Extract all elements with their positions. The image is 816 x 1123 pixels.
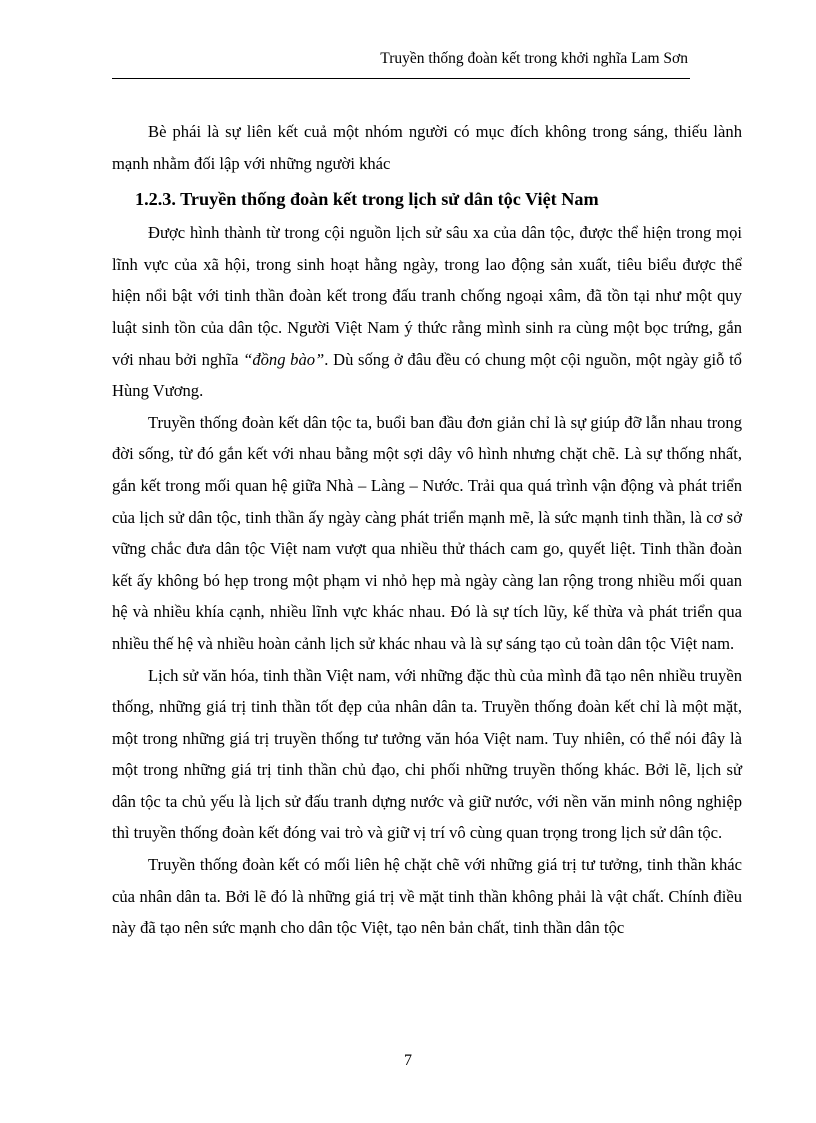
quoted-term: “đồng bào” [243, 349, 325, 369]
document-body [112, 116, 742, 944]
section-heading: 1.2.3. Truyền thống đoàn kết trong lịch sử dân tộc Việt Nam [135, 189, 599, 210]
page-number: 7 [404, 1052, 412, 1069]
header-rule [112, 78, 690, 79]
paragraph-text: Được hình thành từ trong cội nguồn lịch sử sâu xa của dân tộc, được thể hiện trong mọi lĩnh vực của xã hội, trong sinh hoạt hằng ngày, trong lao động sản xuất, tiêu biểu được thể hiện nổi bật với tinh thần đoàn kết trong đấu tranh chống ngoại xâm, đã tồn tại như một quy luật sinh tồn của dân tộc. Người Việt Nam ý thức rằng mình sinh ra cùng một bọc trứng, gắn với nhau bởi nghĩa [112, 223, 742, 369]
running-title: Truyền thống đoàn kết trong khởi nghĩa Lam Sơn [380, 50, 688, 67]
paragraph [112, 217, 742, 407]
paragraph: Lịch sử văn hóa, tinh thần Việt nam, với những đặc thù của mình đã tạo nên nhiều truyền thống, những giá trị tinh thần tốt đẹp của nhân dân ta. Truyền thống đoàn kết chỉ là một mặt, một trong những giá trị truyền thống tư tưởng văn hóa Việt nam. Tuy nhiên, có thể nói đây là một trong những giá trị tinh thần chủ đạo, chi phối những truyền thống khác. Bởi lẽ, lịch sử dân tộc ta chủ yếu là lịch sử đấu tranh dựng nước và giữ nước, với nền văn minh nông nghiệp thì truyền thống đoàn kết đóng vai trò và giữ vị trí vô cùng quan trọng trong lịch sử dân tộc. [112, 665, 742, 843]
paragraph: Truyền thống đoàn kết dân tộc ta, buổi ban đầu đơn giản chỉ là sự giúp đỡ lẫn nhau trong đời sống, từ đó gắn kết với nhau bằng một sợi dây vô hình nhưng chặt chẽ. Là sự thống nhất, gắn kết trong mối quan hệ giữa Nhà – Làng – Nước. Trải qua quá trình vận động và phát triển của lịch sử dân tộc, tinh thần ấy ngày càng phát triển mạnh mẽ, là sức mạnh tinh thần, là cơ sở vững chắc đưa dân tộc Việt nam vượt qua nhiều thử thách cam go, quyết liệt. Tinh thần đoàn kết ấy không bó hẹp trong một phạm vi nhỏ hẹp mà ngày càng lan rộng trong nhiều mối quan hệ và nhiều khía cạnh, nhiều lĩnh vực khác nhau. Đó là sự tích lũy, kế thừa và phát triển qua nhiều thế hệ và nhiều hoàn cảnh lịch sử khác nhau và là sự sáng tạo củ toàn dân tộc Việt nam. [112, 412, 742, 653]
paragraph: Bè phái là sự liên kết cuả một nhóm người có mục đích không trong sáng, thiếu lành mạnh nhằm đối lập với những người khác [112, 122, 742, 173]
paragraph: Truyền thống đoàn kết có mối liên hệ chặt chẽ với những giá trị tư tưởng, tinh thần khác của nhân dân ta. Bởi lẽ đó là những giá trị về mặt tinh thần không phải là vật chất. Chính điều này đã tạo nên sức mạnh cho dân tộc Việt, tạo nên bản chất, tinh thần dân tộc [112, 855, 742, 938]
paragraph-text: . Dù sống ở đâu đều có chung một cội nguồn, một ngày giỗ tổ Hùng Vương. [112, 349, 742, 401]
page-header [0, 50, 816, 74]
